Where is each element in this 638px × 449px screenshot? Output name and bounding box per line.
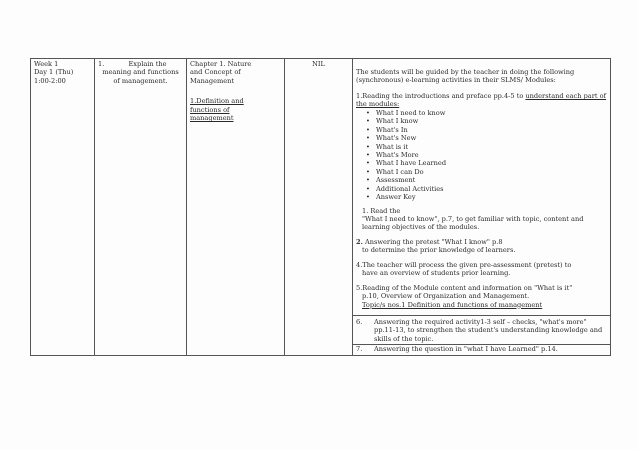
step-7-number: 7.: [356, 345, 363, 354]
step-5-text: 5.Reading of the Module content and information on "What is it": [356, 283, 573, 292]
step-4: [356, 261, 607, 278]
objective-line: of management.: [113, 76, 168, 85]
subtopic-line: functions of: [190, 105, 230, 114]
time-label: 1:00-2:00: [34, 76, 66, 85]
read-step: [356, 207, 607, 232]
resources-cell: [285, 59, 353, 356]
objective-cell: [95, 59, 187, 356]
step-6-text: Answering the required activity1-3 self – checks, "what's more" pp.11-13, to strengthen the student's understanding knowledge and skills of the topic.: [374, 317, 603, 343]
week-cell: [31, 59, 95, 356]
step-1: [356, 92, 607, 109]
topic-line: and Concept of: [190, 68, 241, 77]
module-parts-list: [356, 109, 607, 202]
step-4-text: 4.The teacher will process the given pre-assessment (pretest) to: [356, 260, 572, 269]
topic-cell: [187, 59, 285, 356]
topic-line: Chapter 1. Nature: [190, 60, 252, 68]
subtopic: [190, 97, 281, 122]
step-2-text: Answering the pretest "What I know" p.8: [362, 237, 503, 246]
list-item: • What I have Learned: [370, 159, 607, 167]
step-5-body: p.10, Overview of Organization and Management.: [362, 292, 530, 301]
activities-intro: The students will be guided by the teacher in doing the following (synchronous) e-learning activities in their SLMS/ Modules:: [356, 68, 575, 85]
topic-line: Management: [190, 76, 235, 85]
lesson-plan-table: [30, 58, 611, 356]
step-7-text: Answering the question in "what I have Learned" p.14.: [374, 345, 558, 354]
list-item: • What is it: [370, 143, 607, 151]
step-2-number: 2.: [356, 237, 363, 246]
objective-line: Explain the: [128, 60, 167, 68]
step-5-topic: Topic/s nos.1 Definition and functions of management: [362, 300, 543, 309]
table-row: [31, 59, 611, 356]
step-2-body: to determine the prior knowledge of learners.: [362, 246, 516, 255]
list-item: • What I can Do: [370, 168, 607, 176]
step-6: [353, 315, 610, 344]
list-item: • What I need to know: [370, 109, 607, 117]
read-step-body: "What I need to know", p.7, to get familiar with topic, content and learning objectives of the modules.: [362, 215, 584, 232]
objective-line: meaning and functions: [102, 68, 179, 77]
step-1-text: 1.Reading the introductions and preface pp.4-5 to: [356, 91, 526, 100]
list-item: • What's More: [370, 151, 607, 159]
step-5: [356, 284, 607, 309]
list-item: • Assessment: [370, 176, 607, 184]
subtopic-line: 1.Definition and: [190, 97, 244, 106]
subtopic-line: management: [190, 114, 234, 123]
list-item: • Additional Activities: [370, 185, 607, 193]
objective-number: 1.: [98, 60, 105, 68]
step-2: [356, 238, 607, 255]
week-label: Week 1: [34, 60, 59, 68]
list-item: • Answer Key: [370, 193, 607, 201]
list-item: • What's New: [370, 134, 607, 142]
resources-value: NIL: [312, 60, 325, 68]
list-item: • What I know: [370, 117, 607, 125]
step-7: [353, 344, 610, 353]
day-label: Day 1 (Thu): [34, 68, 74, 77]
step-1-underlined: understand each part of the modules:: [356, 91, 607, 109]
step-4-body: have an overview of students prior learning.: [362, 269, 511, 278]
activities-cell: [353, 59, 611, 356]
read-step-head: 1. Read the: [362, 206, 401, 215]
list-item: • What's In: [370, 126, 607, 134]
step-6-number: 6.: [356, 317, 363, 326]
